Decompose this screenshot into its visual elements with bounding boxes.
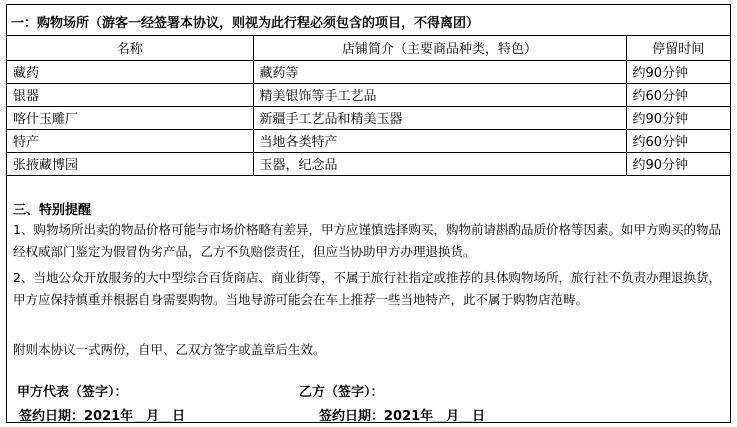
table-row	[7, 129, 730, 152]
stay-time: 约90分钟	[626, 60, 730, 83]
shop-description: 精美银饰等手工艺品	[253, 83, 626, 106]
party-a-signature-label: 甲方代表（签字）：	[17, 385, 128, 400]
party-b-signature-label: 乙方（签字）：	[299, 385, 384, 400]
shop-name: 特产	[7, 129, 253, 152]
section-title: 一：购物场所（游客一经签署本协议，则视为此行程必须包含的项目，不得离团）	[11, 16, 480, 31]
agreement-document	[6, 4, 731, 423]
shop-description: 新疆手工艺品和精美玉器	[253, 106, 626, 129]
header-name: 名称	[7, 36, 253, 60]
shop-description: 藏药等	[253, 60, 626, 83]
party-b-signing-date: 签约日期：2021年__月__日	[319, 409, 486, 424]
appendix-paragraph: 附则本协议一式两份，自甲、乙双方签字或盖章后生效。	[13, 342, 326, 357]
table-row	[7, 152, 730, 175]
table-row	[7, 60, 730, 83]
shopping-places-table	[7, 36, 730, 176]
shop-name: 银器	[7, 83, 253, 106]
header-stay-time: 停留时间	[626, 36, 730, 60]
reminder-paragraph-2: 2、当地公众开放服务的大中型综合百货商店、商业街等，不属于旅行社指定或推荐的具体购物场所，旅行社不负责办理退换货，甲方应保持慎重并根据自身需要购物。当地导游可能会在车上推荐一些当地特产，此不属于购物店范畴。	[13, 270, 721, 307]
party-a-signing-date: 签约日期：2021年__月__日	[19, 409, 186, 424]
table-row	[7, 83, 730, 106]
shop-name: 喀什玉雕厂	[7, 106, 253, 129]
reminder-heading: 三、特别提醒	[13, 203, 92, 218]
shop-name: 藏药	[7, 60, 253, 83]
stay-time: 约60分钟	[626, 129, 730, 152]
stay-time: 约90分钟	[626, 106, 730, 129]
table-row	[7, 106, 730, 129]
stay-time: 约90分钟	[626, 152, 730, 175]
shop-description: 玉器，纪念品	[253, 152, 626, 175]
shop-description: 当地各类特产	[253, 129, 626, 152]
table-header-row	[7, 36, 730, 60]
stay-time: 约60分钟	[626, 83, 730, 106]
section-title-row	[7, 5, 730, 36]
header-description: 店铺简介（主要商品种类，特色）	[253, 36, 626, 60]
reminder-paragraph-1: 1、购物场所出卖的物品价格可能与市场价格略有差异，甲方应谨慎选择购买，购物前请斟酌品质价格等因素。如甲方购买的物品经权威部门鉴定为假冒伪劣产品，乙方不负赔偿责任，但应当协助甲方办理退换货。	[13, 222, 721, 259]
shop-name: 张掖藏博园	[7, 152, 253, 175]
